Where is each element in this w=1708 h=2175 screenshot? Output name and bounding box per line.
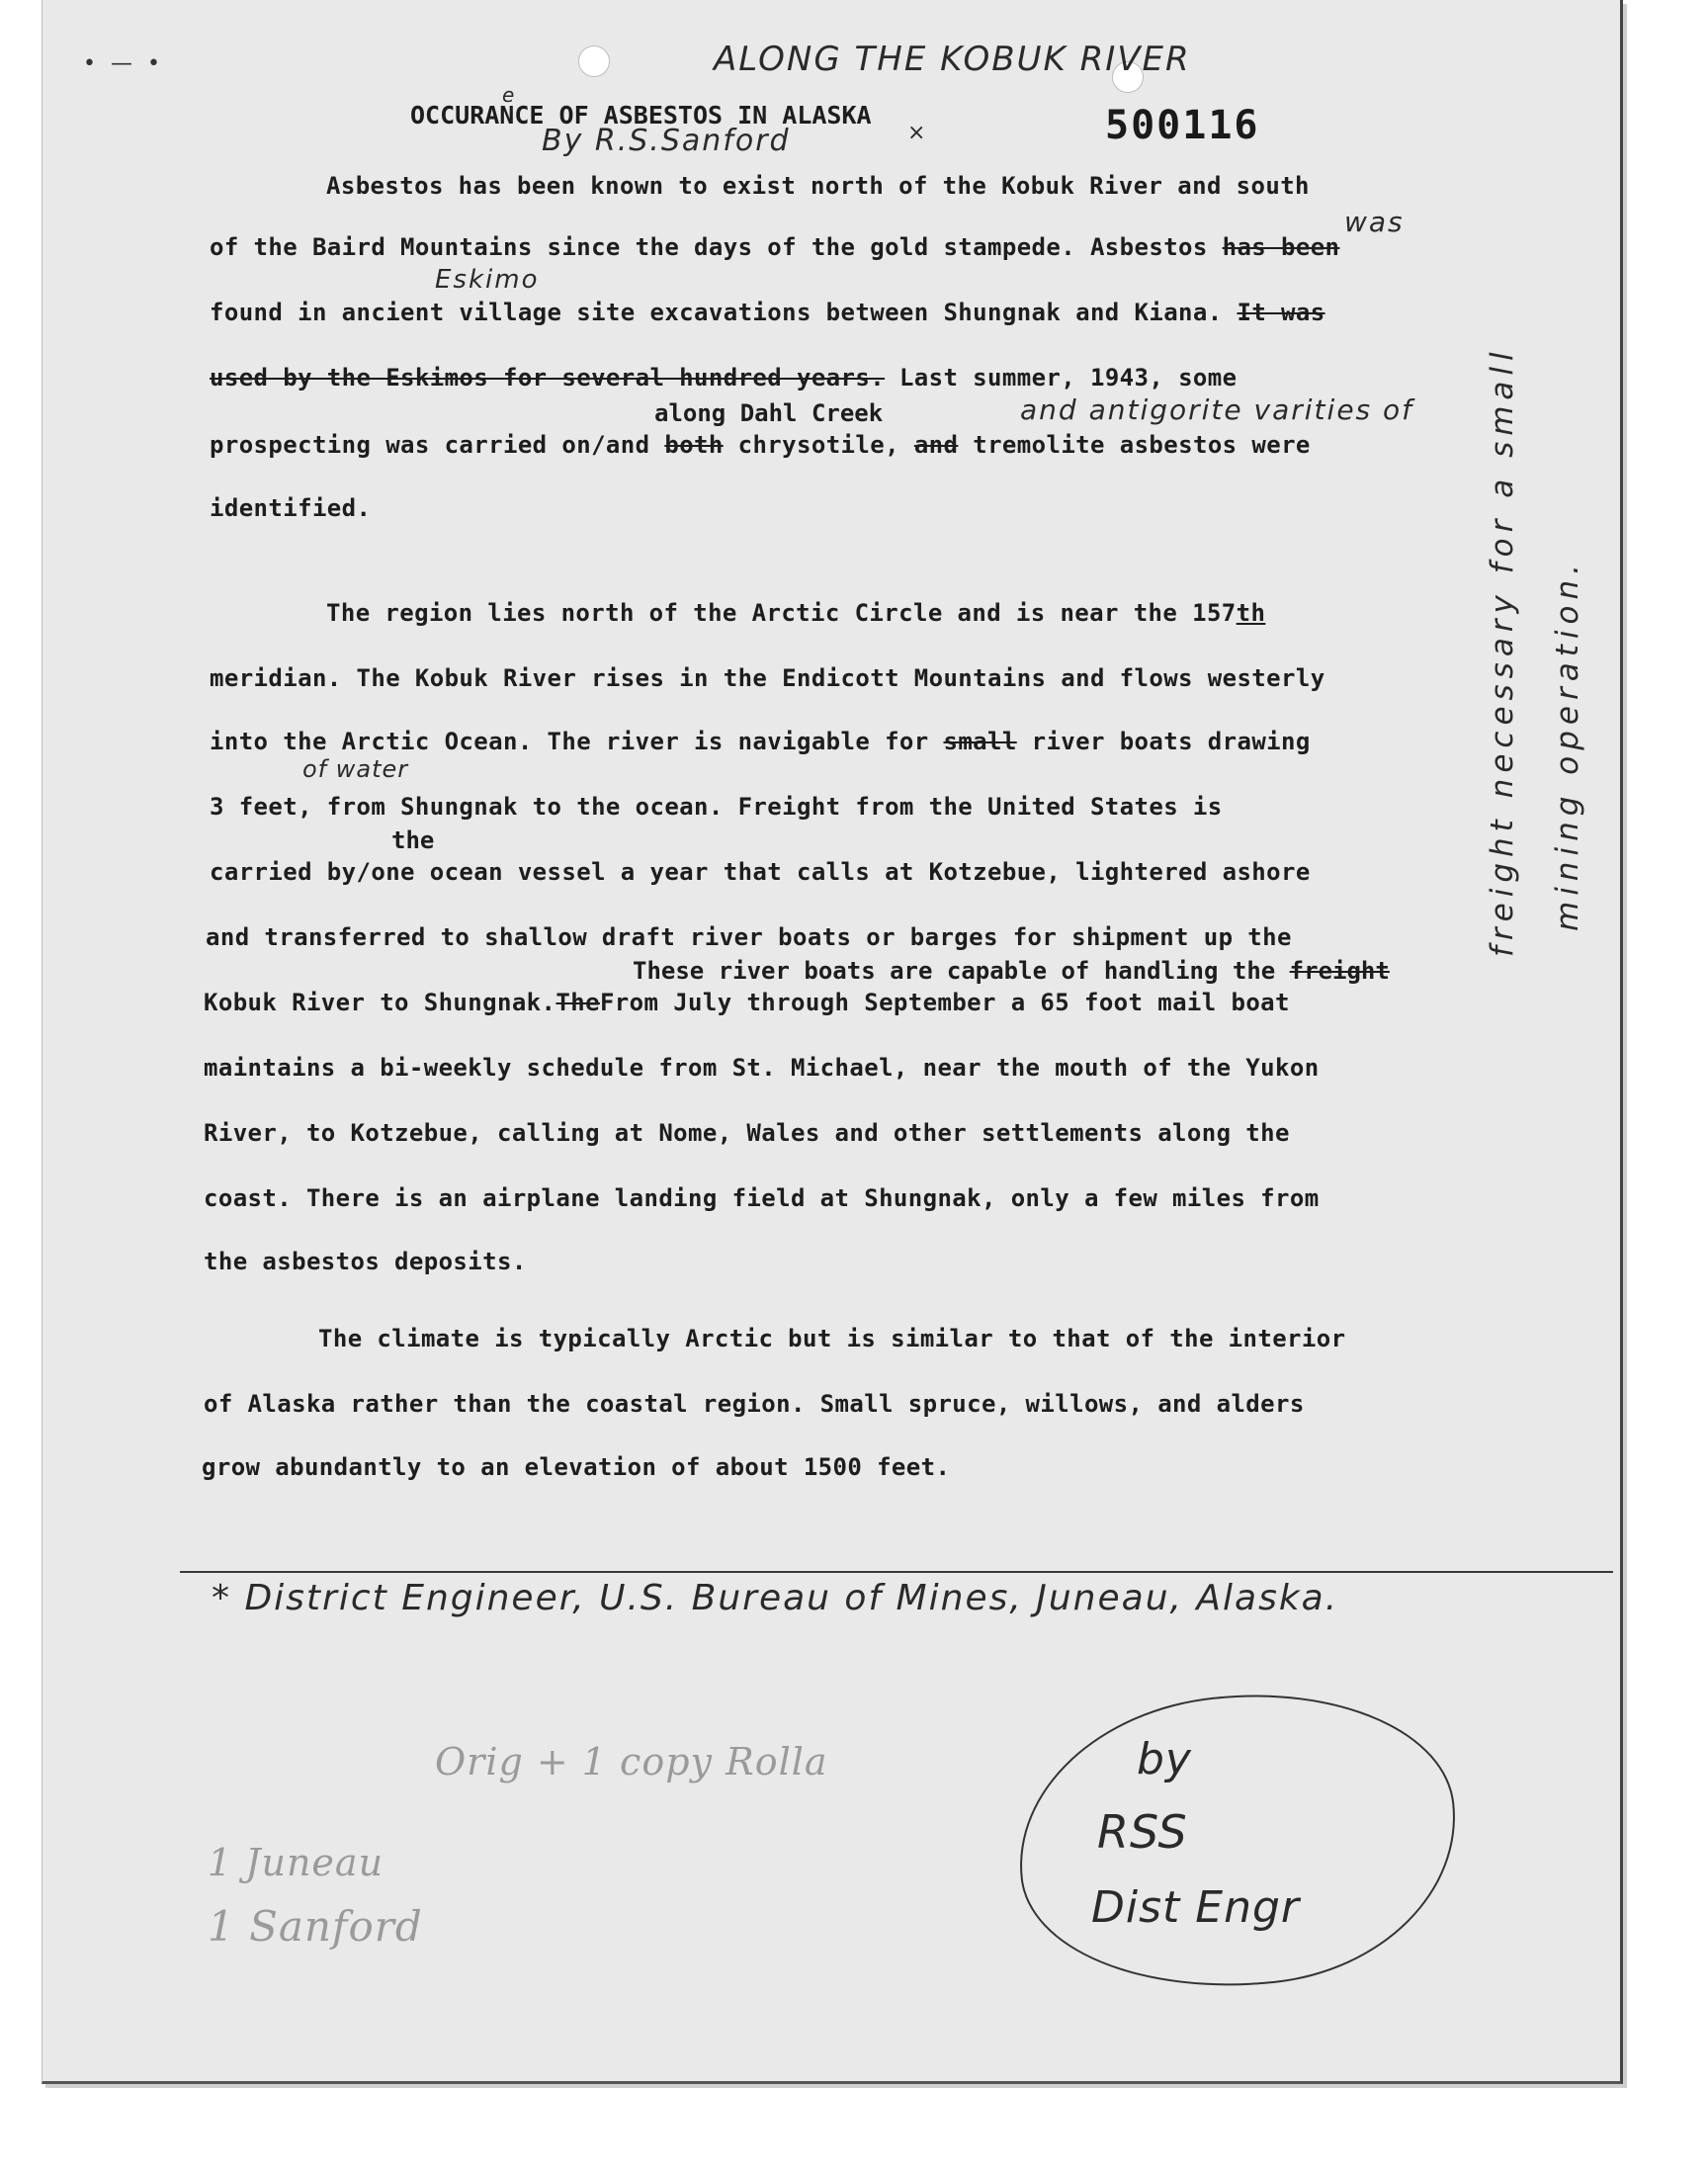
signature-title: Dist Engr [1091, 1882, 1300, 1933]
p2-line-8: maintains a bi-weekly schedule from St. Michael, near the mouth of the Yukon [204, 1054, 1320, 1082]
p1-line-4-text: Last summer, 1943, some [898, 364, 1238, 392]
p3-line-1: The climate is typically Arctic but is similar to that of the interior [318, 1325, 1346, 1352]
p2-line-11: the asbestos deposits. [204, 1248, 527, 1275]
signature-by: by [1137, 1734, 1192, 1784]
p1-line-5-b: chrysotile, [737, 431, 899, 459]
punch-hole-left [578, 45, 610, 77]
pencil-note-3: 1 Sanford [208, 1902, 423, 1951]
document-number: 500116 [1105, 103, 1260, 148]
p1-struck-eskimo-sentence: used by the Eskimos for several hundred years. [210, 364, 886, 392]
footnote-rule [180, 1571, 1613, 1573]
p1-struck-has-been: has been [1222, 233, 1340, 261]
p2-line-7-b: From July through September a 65 foot mail boat [599, 989, 1290, 1016]
p2-line-3 [210, 728, 1311, 755]
margin-note-line-2: mining operation. [1550, 559, 1585, 931]
document-title: OCCURANCE OF ASBESTOS IN ALASKA [410, 101, 872, 130]
p1-line-3-text: found in ancient village site excavations between Shungnak and Kiana. [210, 299, 1223, 326]
p3-line-3: grow abundantly to an elevation of about 1500 feet. [202, 1453, 951, 1481]
insert-river-boats [633, 957, 1390, 985]
insert-dahl-creek: along Dahl Creek [654, 399, 884, 427]
p1-line-2 [210, 233, 1339, 261]
insert-of-water: of water [302, 755, 409, 783]
title-correction: e [502, 83, 517, 107]
p1-line-3 [210, 299, 1325, 326]
p2-struck-the: The [555, 989, 600, 1016]
insert-antigorite: and antigorite varities of [1020, 393, 1414, 426]
p2-line-7 [204, 989, 1290, 1016]
margin-note-line-1: freight necessary for a small [1485, 346, 1520, 957]
p2-line-3-a: into the Arctic Ocean. The river is navigable for [210, 728, 929, 755]
byline: By R.S.Sanford [542, 124, 791, 158]
p2-line-9: River, to Kotzebue, calling at Nome, Wales and other settlements along the [204, 1119, 1290, 1147]
insert-river-boats-text: These river boats are capable of handling the [633, 957, 1276, 985]
pencil-note-1: Orig + 1 copy Rolla [435, 1740, 828, 1784]
p2-line-10: coast. There is an airplane landing field at Shungnak, only a few miles from [204, 1184, 1320, 1212]
p1-line-5-c: tremolite asbestos were [973, 431, 1311, 459]
p1-line-1: Asbestos has been known to exist north of the Kobuk River and south [326, 172, 1310, 200]
p2-superscript-th: th [1236, 599, 1266, 627]
pencil-note-2: 1 Juneau [208, 1841, 384, 1884]
p3-line-2: of Alaska rather than the coastal region. Small spruce, willows, and alders [204, 1390, 1305, 1418]
p2-line-3-b: river boats drawing [1031, 728, 1311, 755]
p2-line-1 [326, 599, 1265, 627]
p1-line-2-text: of the Baird Mountains since the days of the gold stampede. Asbestos [210, 233, 1208, 261]
p2-line-6: and transferred to shallow draft river boats or barges for shipment up the [206, 923, 1292, 951]
p2-struck-small: small [943, 728, 1017, 755]
p2-line-2: meridian. The Kobuk River rises in the Endicott Mountains and flows westerly [210, 664, 1325, 692]
p2-line-5: carried by/one ocean vessel a year that calls at Kotzebue, lightered ashore [210, 858, 1311, 886]
signature-initials: RSS [1097, 1805, 1188, 1859]
p2-line-1-text: The region lies north of the Arctic Circle and is near the 157 [326, 599, 1237, 627]
footnote: * District Engineer, U.S. Bureau of Mines, Juneau, Alaska. [212, 1578, 1339, 1618]
insert-the: the [391, 826, 435, 854]
scan-mark: • — • [83, 51, 164, 76]
p2-line-4: 3 feet, from Shungnak to the ocean. Freight from the United States is [210, 793, 1223, 821]
byline-marker: × [907, 121, 928, 145]
p1-struck-and: and [913, 431, 959, 459]
p1-struck-it-was: It was [1237, 299, 1325, 326]
p1-line-5 [210, 431, 1311, 459]
p1-line-4 [210, 364, 1237, 392]
p1-line-6: identified. [210, 494, 372, 522]
insert-was: was [1344, 206, 1405, 238]
insert-eskimo: Eskimo [435, 265, 540, 295]
insert-struck-freight: freight [1289, 957, 1390, 985]
p1-struck-both: both [664, 431, 724, 459]
handwritten-heading: ALONG THE KOBUK RIVER [714, 40, 1191, 79]
p2-line-7-a: Kobuk River to Shungnak. [204, 989, 556, 1016]
p1-line-5-a: prospecting was carried on/and [210, 431, 650, 459]
